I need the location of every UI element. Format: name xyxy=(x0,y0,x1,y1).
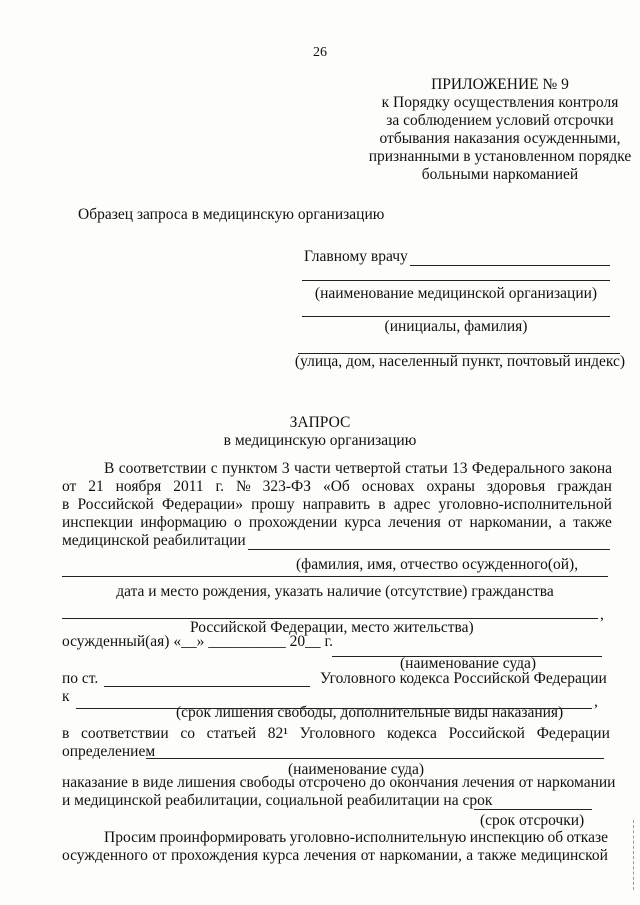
comma: , xyxy=(600,606,604,623)
name-line xyxy=(302,316,610,317)
residence-hint: Российской Федерации, место жительства) xyxy=(190,619,474,636)
paragraph-line: В соответствии с пунктом 3 части четвертой статьи 13 Федерального закона xyxy=(104,460,612,477)
paragraph-line: в соответствии со статьей 82¹ Уголовного кодекса Российской Федерации xyxy=(62,725,610,742)
addressee-fill-line xyxy=(410,265,610,266)
fio-hint: (фамилия, имя, отчество осужденного(ой), xyxy=(296,556,579,573)
paragraph-line: от 21 ноября 2011 г. № 323-ФЗ «Об основах охраны здоровья граждан xyxy=(62,478,612,495)
address-hint: (улица, дом, населенный пункт, почтовый индекс) xyxy=(294,353,626,370)
sentence-hint: (срок лишения свободы, дополнительные виды наказания) xyxy=(176,704,564,721)
convicted-line: осужденный(ая) «__» __________ 20__ г. xyxy=(62,633,333,650)
org-name-line xyxy=(302,280,610,281)
paragraph-line: инспекции информацию о прохождении курса лечения от наркомании, а также xyxy=(62,514,612,531)
birth-hint: дата и место рождения, указать наличие (отсутствие) гражданства xyxy=(116,583,554,600)
appendix-title: ПРИЛОЖЕНИЕ № 9 xyxy=(431,76,569,93)
court-hint: (наименование суда) xyxy=(400,655,537,672)
appendix-line: за соблюдением условий отсрочки xyxy=(386,112,614,129)
paragraph-line: Просим проинформировать уголовно-исполнительную инспекцию об отказе xyxy=(104,829,608,846)
criminal-code-label: Уголовного кодекса Российской Федерации xyxy=(320,670,607,687)
period-hint: (срок отсрочки) xyxy=(480,812,585,829)
request-subtitle: в медицинскую организацию xyxy=(223,432,417,449)
article-label: по ст. xyxy=(62,670,99,687)
appendix-line: признанными в установленном порядке xyxy=(368,148,632,165)
court-hint-2: (наименование суда) xyxy=(288,761,425,778)
deferred-line-2: и медицинской реабилитации, социальной реабилитации на срок xyxy=(62,792,493,809)
appendix-line: больными наркоманией xyxy=(421,166,579,183)
paragraph-line: в Российской Федерации» прошу направить в адрес уголовно-исполнительной xyxy=(62,496,612,513)
scan-edge-mark xyxy=(633,820,634,890)
org-name-hint: (наименование медицинской организации) xyxy=(314,285,598,302)
appendix-line: к Порядку осуществления контроля xyxy=(381,94,619,111)
appendix-line: отбывания наказания осужденными, xyxy=(379,130,621,147)
deferred-line-1: наказание в виде лишения свободы отсрочено до окончания лечения от наркомании xyxy=(62,774,616,791)
name-hint: (инициалы, фамилия) xyxy=(384,318,528,335)
article-line xyxy=(104,686,310,687)
page-number: 26 xyxy=(313,45,327,60)
fio-line xyxy=(248,549,610,550)
addressee-label: Главному врачу xyxy=(304,248,408,265)
comma: , xyxy=(594,693,598,710)
paragraph-line: медицинской реабилитации xyxy=(62,532,246,549)
sample-title: Образец запроса в медицинскую организацию xyxy=(78,206,385,223)
paragraph-line: осужденного от прохождения курса лечения от наркомании, а также медицинской xyxy=(62,847,608,864)
k-label: к xyxy=(62,688,70,705)
ruling-label: определением xyxy=(62,743,156,760)
birth-line xyxy=(62,576,608,577)
ruling-court-line xyxy=(146,758,604,759)
request-title: ЗАПРОС xyxy=(289,414,351,431)
period-line xyxy=(474,809,592,810)
